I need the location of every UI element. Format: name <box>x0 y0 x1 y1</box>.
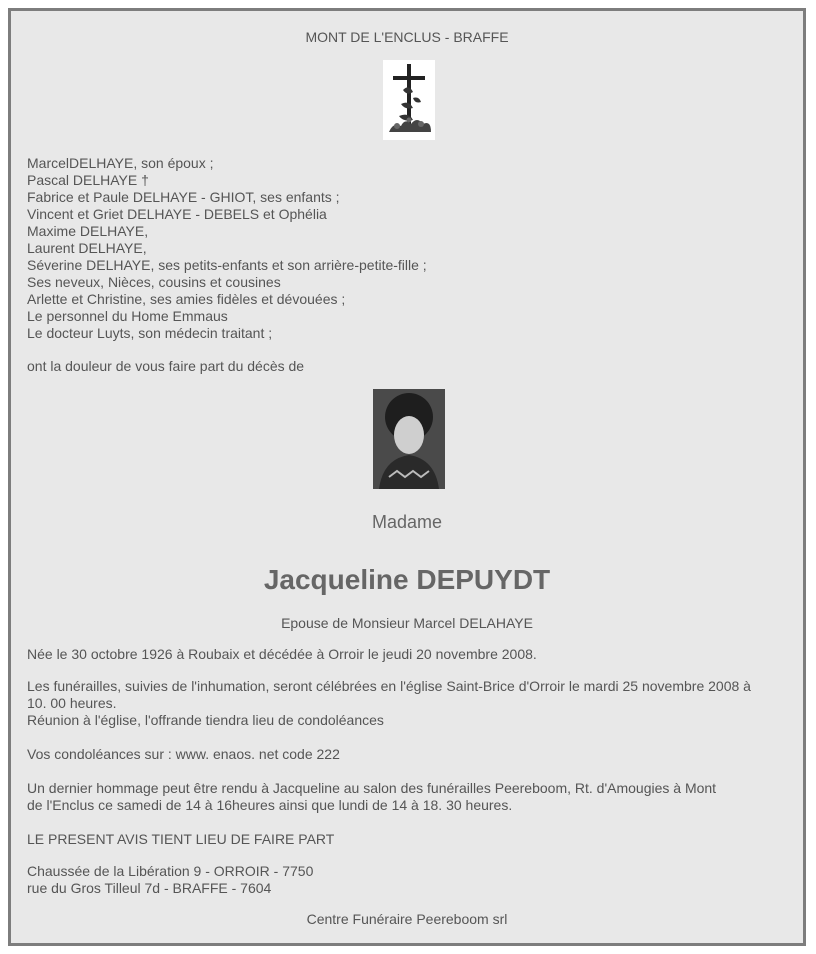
birth-death-text: Née le 30 octobre 1926 à Roubaix et décédée à Orroir le jeudi 20 novembre 2008. <box>27 646 537 662</box>
family-line: Laurent DELHAYE, <box>27 240 147 256</box>
family-line: Pascal DELHAYE † <box>27 172 149 188</box>
family-line: Vincent et Griet DELHAYE - DEBELS et Ophélia <box>27 206 327 222</box>
hommage-line: Un dernier hommage peut être rendu à Jacqueline au salon des funérailles Peereboom, Rt. d'Amougies à Mont <box>27 780 717 796</box>
header-location: MONT DE L'ENCLUS - BRAFFE <box>305 29 509 45</box>
condolences-text: Vos condoléances sur : www. enaos. net code 222 <box>27 746 340 762</box>
obituary-card <box>8 8 806 946</box>
family-line: Arlette et Christine, ses amies fidèles et dévouées ; <box>27 291 346 307</box>
family-line: Séverine DELHAYE, ses petits-enfants et son arrière-petite-fille ; <box>27 257 427 273</box>
footer-company: Centre Funéraire Peereboom srl <box>306 911 508 927</box>
hommage-text <box>27 780 792 814</box>
funeral-line: Les funérailles, suivies de l'inhumation, seront célébrées en l'église Saint-Brice d'Orroir le mardi 25 novembre 2008 à <box>27 678 751 694</box>
family-line: Maxime DELHAYE, <box>27 223 149 239</box>
family-line: Le docteur Luyts, son médecin traitant ; <box>27 325 273 341</box>
funeral-line: Réunion à l'église, l'offrande tiendra lieu de condoléances <box>27 712 384 728</box>
address-line: Chaussée de la Libération 9 - ORROIR - 7750 <box>27 863 314 879</box>
funeral-line: 10. 00 heures. <box>27 695 117 711</box>
family-line: Le personnel du Home Emmaus <box>27 308 228 324</box>
deceased-title: Madame <box>371 512 443 532</box>
addresses <box>27 863 792 897</box>
address-line: rue du Gros Tilleul 7d - BRAFFE - 7604 <box>27 880 272 896</box>
family-line: MarcelDELHAYE, son époux ; <box>27 155 214 171</box>
hommage-line: de l'Enclus ce samedi de 14 à 16heures ainsi que lundi de 14 à 18. 30 heures. <box>27 797 513 813</box>
present-notice: LE PRESENT AVIS TIENT LIEU DE FAIRE PART <box>27 831 335 847</box>
family-line: Ses neveux, Nièces, cousins et cousines <box>27 274 281 290</box>
funeral-text <box>27 678 792 729</box>
deceased-spouse: Epouse de Monsieur Marcel DELAHAYE <box>281 615 533 631</box>
family-list <box>27 155 797 342</box>
intro-text: ont la douleur de vous faire part du décès de <box>27 358 305 374</box>
family-line: Fabrice et Paule DELHAYE - GHIOT, ses enfants ; <box>27 189 340 205</box>
deceased-name: Jacqueline DEPUYDT <box>263 564 551 595</box>
cross-icon <box>383 60 435 140</box>
portrait-photo <box>373 389 445 489</box>
